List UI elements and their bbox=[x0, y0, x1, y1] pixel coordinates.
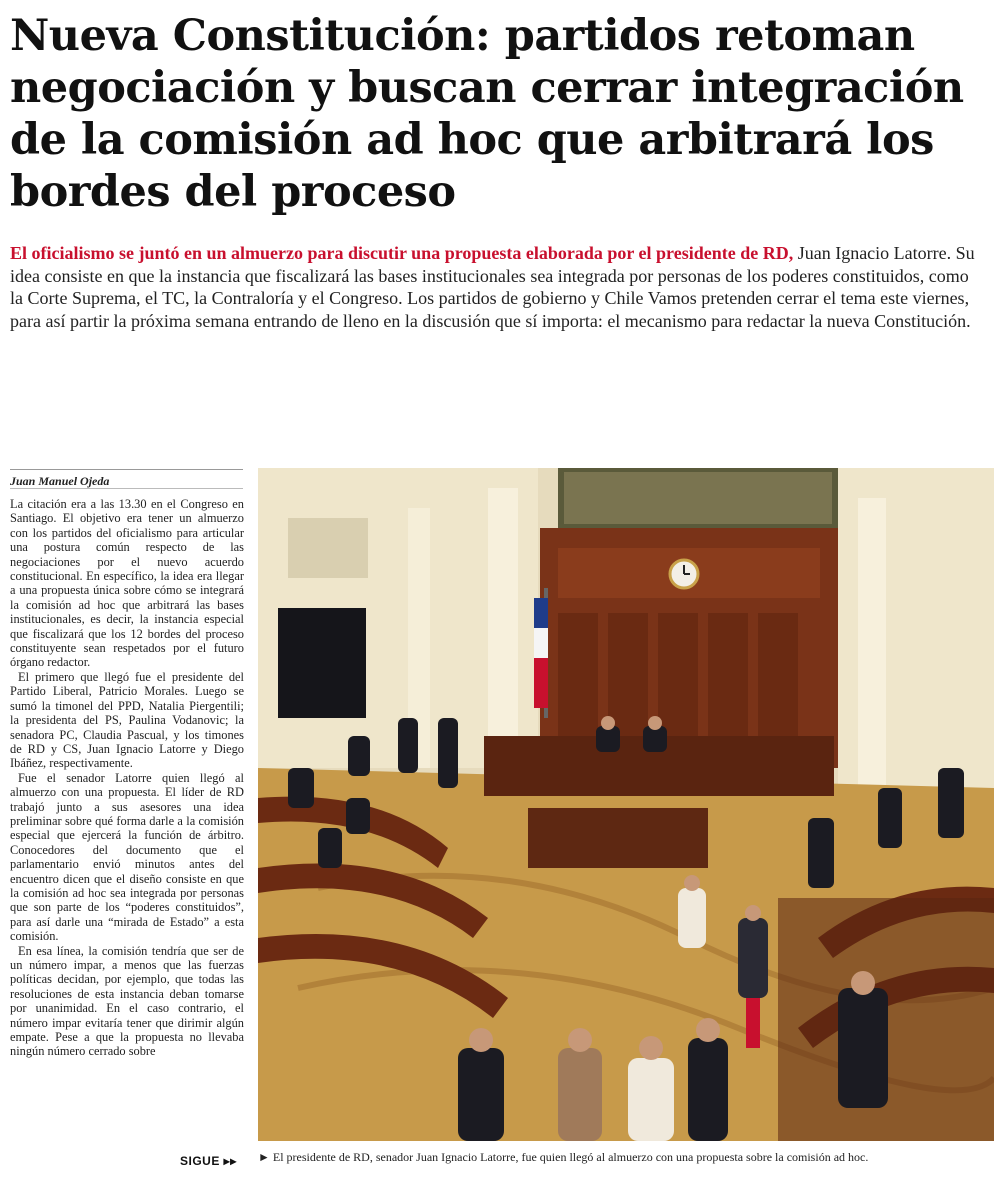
body-paragraph: En esa línea, la comisión tendría que ser de un número impar, a menos que las fuerzas políticas decidan, por ejemplo, que todas las resoluciones de esta instancia deban tomarse por unanimidad. En el caso contrario, el número impar evitaría tener que dirimir algún empate. Pese a que la propuesta no llevaba ningún número cerrado sobre bbox=[10, 943, 244, 1059]
body-paragraph: Fue el senador Latorre quien llegó al almuerzo con una propuesta. El líder de RD trabajó junto a sus asesores una idea preliminar sobre qué forma darle a la comisión especial que ejercerá la función de árbitro. Conocedores del documento que el parlamentario envió minutos antes del encuentro dicen que el diseño consiste en que la comisión ad hoc sea integrada por personas que son parte de los “poderes constituidos”, para así darle una “mirada de Estado” a esta comisión. bbox=[10, 770, 244, 944]
chamber-photo bbox=[258, 468, 994, 1141]
byline: Juan Manuel Ojeda bbox=[10, 469, 243, 489]
lead-rest: Juan Ignacio Latorre. Su idea consiste en que la instancia que fiscalizará las bases institucionales sea integrada por personas de los poderes constituidos, como la Corte Suprema, el TC, la Contraloría y el Congreso. Los partidos de gobierno y Chile Vamos pretenden cerrar el tema este viernes, para así partir la próxima semana entrando de lleno en la discusión que sí importa: el mecanismo para redactar la nueva Constitución. bbox=[10, 243, 975, 331]
body-paragraph: La citación era a las 13.30 en el Congreso en Santiago. El objetivo era tener un almuerzo con los partidos del oficialismo para articular una postura común respecto de las negociaciones por el nuevo acuerdo constitucional. En específico, la idea era llegar a una propuesta única sobre cómo se integrará la comisión ad hoc que arbitrará las bases institucionales, es decir, la instancia especial que fiscalizará que los 12 bordes del proceso constituyente sean respetados por el futuro órgano redactor. bbox=[10, 497, 244, 670]
headline: Nueva Constitución: partidos retoman negociación y buscan cerrar integración de la comisión ad hoc que arbitrará los bordes del proceso bbox=[10, 11, 964, 217]
byline-divider bbox=[10, 488, 243, 489]
body-paragraph: El primero que llegó fue el presidente del Partido Liberal, Patricio Morales. Luego se sumó la timonel del PPD, Natalia Piergentili; la presidenta del PS, Paulina Vodanovic; la senadora PC, Claudia Pascual, y los timones de RD y CS, Juan Ignacio Latorre y Diego Ibáñez, respectivamente. bbox=[10, 669, 244, 771]
continue-marker: SIGUE ▸▸ bbox=[180, 1154, 237, 1168]
chamber-photo-icon bbox=[258, 468, 994, 1141]
photo-caption: ► El presidente de RD, senador Juan Ignacio Latorre, fue quien llegó al almuerzo con una propuesta sobre la comisión ad hoc. bbox=[258, 1150, 869, 1164]
lead-paragraph bbox=[10, 242, 985, 332]
lead-highlight: El oficialismo se juntó en un almuerzo para discutir una propuesta elaborada por el presidente de RD, bbox=[10, 243, 794, 263]
article-body bbox=[10, 497, 244, 1137]
